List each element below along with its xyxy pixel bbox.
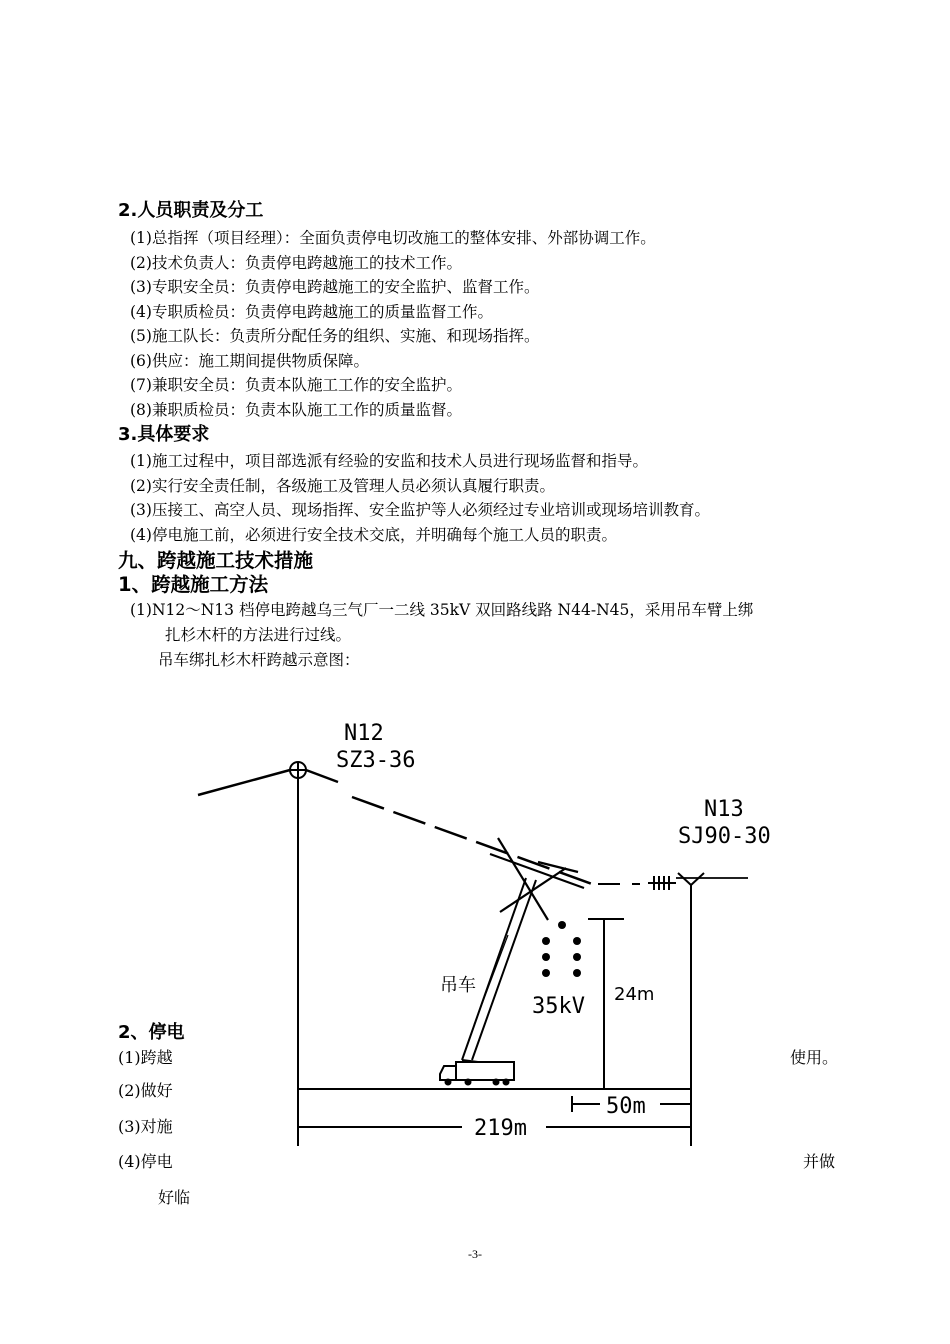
hidden-item-2-left: (2)做好 [118,1081,173,1100]
hidden-item-5-left: 好临 [158,1188,191,1207]
requirement-item-4: (4)停电施工前，必须进行安全技术交底，并明确每个施工人员的职责。 [130,526,617,544]
staff-item-5: (5)施工队长：负责所分配任务的组织、实施、和现场指挥。 [130,327,540,345]
offset-label: 50m [606,1094,646,1119]
method-item-1-line-2: 扎杉木杆的方法进行过线。 [165,626,352,644]
tower-n12-type: SZ3-36 [336,748,416,773]
staff-item-6: (6)供应：施工期间提供物质保障。 [130,352,369,370]
staff-item-8: (8)兼职质检员：负责本队施工工作的质量监督。 [130,401,462,419]
tower-n13-name: N13 [704,797,744,822]
hidden-item-4-left: (4)停电 [118,1152,173,1171]
hidden-item-4-right: 并做 [803,1152,836,1171]
staff-item-1: (1)总指挥（项目经理）：全面负责停电切改施工的整体安排、外部协调工作。 [130,229,656,247]
staff-item-2: (2)技术负责人：负责停电跨越施工的技术工作。 [130,254,462,272]
height-label: 24m [614,984,655,1005]
requirement-item-1: (1)施工过程中，项目部选派有经验的安监和技术人员进行现场监督和指导。 [130,452,648,470]
staff-item-3: (3)专职安全员：负责停电跨越施工的安全监护、监督工作。 [130,278,540,296]
method-item-1-line-1: (1)N12～N13 档停电跨越乌三气厂一二线 35kV 双回路线路 N44-N45，采用吊车臂上绑 [130,601,754,619]
span-label: 219m [474,1116,527,1141]
tower-n12-name: N12 [344,721,384,746]
section-heading-staff: 2.人员职责及分工 [118,200,264,221]
requirement-item-3: (3)压接工、高空人员、现场指挥、安全监护等人必须经过专业培训或现场培训教育。 [130,501,710,519]
hidden-item-3-left: (3)对施 [118,1117,173,1136]
hidden-heading-fragment: 2、停电 [118,1022,185,1043]
requirement-item-2: (2)实行安全责任制，各级施工及管理人员必须认真履行职责。 [130,477,555,495]
crane-label: 吊车 [440,975,476,996]
staff-item-4: (4)专职质检员：负责停电跨越施工的质量监督工作。 [130,303,493,321]
page-number: -3- [468,1247,482,1261]
diagram-caption: 吊车绑扎杉木杆跨越示意图： [158,651,360,669]
line-voltage-label: 35kV [532,994,585,1019]
staff-item-7: (7)兼职安全员：负责本队施工工作的安全监护。 [130,376,462,394]
method-heading: 1、跨越施工方法 [118,573,269,596]
chapter-heading: 九、跨越施工技术措施 [118,549,314,572]
section-heading-requirements: 3.具体要求 [118,424,210,445]
hidden-item-1-left: (1)跨越 [118,1048,173,1067]
tower-n13-type: SJ90-30 [678,824,771,849]
hidden-item-1-right: 使用。 [790,1048,839,1067]
